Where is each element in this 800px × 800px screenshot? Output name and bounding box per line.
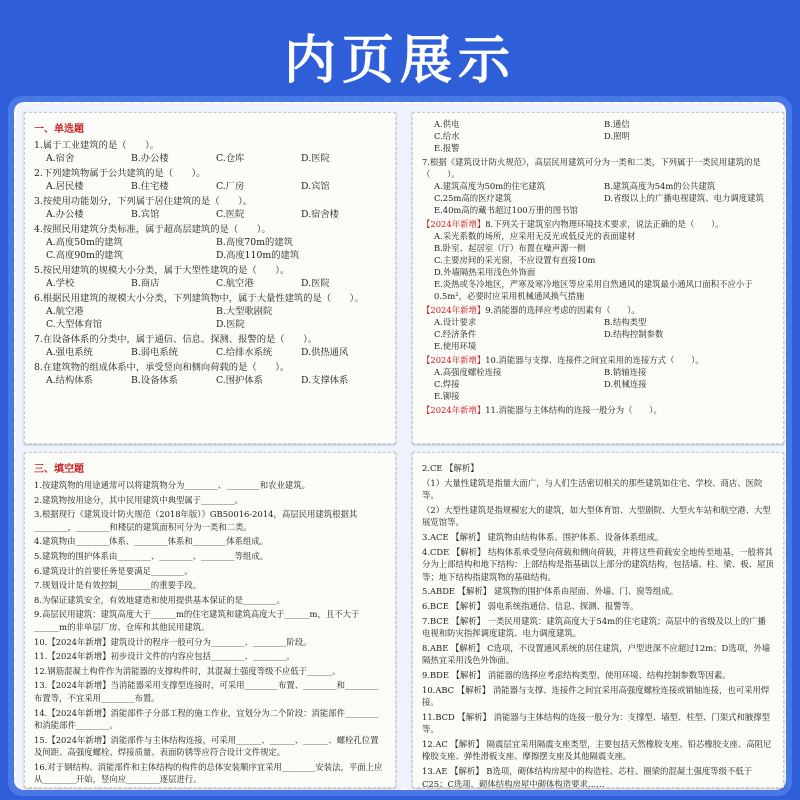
option: B.商店 <box>131 278 160 289</box>
fill-question: 7.规划设计是有效控制________的重要手段。 <box>34 580 202 591</box>
question-body: 10.消能器与支撑、连接件之间宜采用的连接方式（ ）。 <box>485 355 704 365</box>
new-tag: 【2024年新增】 <box>422 405 486 415</box>
option: D.支撑体系 <box>301 375 349 386</box>
option: D.宿舍楼 <box>301 209 339 220</box>
option: E.铆接 <box>434 391 460 401</box>
section-heading: 三、填空题 <box>34 464 84 475</box>
fill-question: 2.建筑物按用途分，其中民用建筑中典型属于________。 <box>34 494 243 505</box>
option: B.通信 <box>604 119 630 129</box>
question-list <box>24 479 396 786</box>
option-row <box>422 118 774 130</box>
option: C.焊接 <box>434 379 460 389</box>
option-row <box>422 328 774 340</box>
fill-question: 5.建筑物的围护体系由________、________、________等组成。 <box>34 550 269 561</box>
banner <box>0 0 800 100</box>
question-list <box>24 139 396 387</box>
option: C.大型体育馆 <box>46 319 103 330</box>
question-text: 3.按使用功能划分，下列属于居住建筑的是（ ）。 <box>34 196 253 207</box>
page-answers <box>412 452 784 788</box>
option: A.高度50m的建筑 <box>46 237 123 248</box>
fill-question: 11.【2024年新增】初步设计文件的内容应包括________、________。 <box>34 651 295 662</box>
option: E.40m高的藏书超过100万册的图书馆 <box>434 205 578 215</box>
option: A.建筑高度为50m的住宅建筑 <box>434 181 546 191</box>
option: C.医院 <box>216 209 245 220</box>
question-list <box>412 112 784 416</box>
option: D.外墙隔热采用浅色外饰面 <box>434 267 536 277</box>
question-text: 1.属于工业建筑的是（ ）。 <box>34 140 160 151</box>
option-row <box>34 346 386 359</box>
option: B.建筑高度为54m的公共建筑 <box>604 181 716 191</box>
fill-question: 3.根据现行《建筑设计防火规范（2018年版）》GB50016-2014，高层民用建筑根据其________，________和楼层的建筑面积可分为一类和二类。 <box>34 509 358 532</box>
option: D.医院 <box>216 319 245 330</box>
option-row <box>422 230 774 302</box>
answer-line: （1）大量性建筑是指量大面广，与人们生活密切相关的那些建筑如住宅、学校、商店、医院等。 <box>422 477 763 501</box>
question-body: 11.消能器与主体结构的连接一般分为（ ）。 <box>485 405 662 415</box>
question-text <box>422 156 774 180</box>
option-row <box>34 305 386 331</box>
option: B.办公楼 <box>131 153 169 164</box>
question-text: 8.在建筑物的组成体系中，承受竖向和侧向荷载的是（ ）。 <box>34 362 290 373</box>
preview-frame <box>8 96 792 796</box>
question-text <box>422 404 774 416</box>
option: A.学校 <box>46 278 75 289</box>
fill-question: 14.【2024年新增】消能部件子分部工程的施工作业，宜划分为二个阶段：消能部件________和消能部件________。 <box>34 707 379 731</box>
option: B.住宅楼 <box>131 181 169 192</box>
option: D.省级以上的广播电视建筑、电力调度建筑 <box>604 193 764 203</box>
option: C.经济条件 <box>434 329 477 339</box>
option-row <box>34 152 386 165</box>
option: B.结构类型 <box>604 317 647 327</box>
option-row <box>422 142 774 154</box>
option-row <box>34 208 386 221</box>
answer-line: 4.CDE 【解析】 结构体系承受竖向荷载和侧向荷载，并将这些荷载安全地传至地基，一般将其分为上部结构和地下结构：上部结构是指基础以上部分的建筑结构，包括墙、柱、梁、板、屋顶等；地下结构指建筑物的基础结构。 <box>422 546 774 582</box>
option: D.高度110m的建筑 <box>216 250 300 261</box>
page-multi-choice <box>412 112 784 444</box>
option: E.炎热或冬冷地区，严寒及寒冷地区等应采用自然通风的建筑最小通风口面积不应小于0.5m²，必要时应采用机械通风换气措施 <box>434 279 753 301</box>
banner-title: 内页展示 <box>283 31 516 91</box>
option: C.给水 <box>434 131 460 141</box>
fill-question: 9.高层民用建筑：建筑高度大于______m的住宅建筑和建筑高度大于______m，且不大于______m的非单层厂房、仓库和其他民用建筑。 <box>34 609 360 632</box>
option-row <box>422 378 774 390</box>
question-body: 7.根据《建筑设计防火规范》，高层民用建筑可分为一类和二类，下列属于一类民用建筑的是（ ）。 <box>422 157 761 179</box>
option: C.航空港 <box>216 278 254 289</box>
answer-line: 6.BCE 【解析】 弱电系统指通信、信息、探测、报警等。 <box>422 600 639 611</box>
option: E.报警 <box>434 143 460 153</box>
answer-line: 8.ABE 【解析】 C选项，不设置通风系统的居住建筑，户型进深不应超过12m；D选项，外墙隔热宜采用浅色外饰面。 <box>422 642 771 666</box>
section-heading: 一、单选题 <box>34 124 84 135</box>
fill-question: 4.建筑物由________体系、________体系和________体系组成。 <box>34 536 269 547</box>
option: C.25m高的医疗建筑 <box>434 193 512 203</box>
option-row <box>422 340 774 352</box>
answer-line: 5.ABDE 【解析】 建筑物的围护体系由屋面、外墙、门、窗等组成。 <box>422 586 679 597</box>
answer-line: 13.AE 【解析】 B选项，砌体结构房屋中的构造柱、芯柱、圈梁的混凝土强度等级不低于C25；C选项，砌体结构房屋中砌体构造要求…… <box>422 766 753 788</box>
fill-question: 15.【2024年新增】消能部件与主体结构连接，可采用______、______、______、螺栓孔位置及间距、高强度螺栓、焊接质量、表面防锈等应符合设计文件规定。 <box>34 734 379 758</box>
fill-question: 13.【2024年新增】当消能器采用支撑型连接时，可采用________布置、________和________布置等，不宜采用________布置。 <box>34 680 379 703</box>
fill-question: 16.对于钢结构、消能部件和主体结构的构件的总体安装顺序宜采用________安装法，平面上应从________开始，竖向应________逐层进行。 <box>34 761 383 785</box>
dashed-border <box>14 102 786 790</box>
option: A.航空港 <box>46 306 84 317</box>
option: C.给排水系统 <box>216 347 273 358</box>
answer-line: 9.BDE 【解析】 消能器的选择应考虑结构类型、使用环境、结构控制参数等因素。 <box>422 669 731 680</box>
option-row <box>422 180 774 192</box>
page-fill-blank <box>24 452 396 788</box>
option-row <box>422 390 774 402</box>
option-row <box>422 192 774 204</box>
option: D.照明 <box>604 131 630 141</box>
option: A.强电系统 <box>46 347 93 358</box>
option: A.宿舍 <box>46 153 75 164</box>
option: D.供热通风 <box>301 347 349 358</box>
answer-line: 11.BCD 【解析】 消能器与主体结构的连接一般分为：支撑型、墙型、柱型、门架式和腋撑型等。 <box>422 711 770 735</box>
answer-line: 3.ACE 【解析】 建筑物由结构体系、围护体系、设备体系组成。 <box>422 531 664 542</box>
option-row <box>34 180 386 193</box>
option: A.采光系数的场所，应采用无反光或低反光的表面建材 <box>434 231 636 241</box>
option-row <box>422 366 774 378</box>
option: B.弱电系统 <box>131 347 178 358</box>
question-text <box>422 354 774 366</box>
option: C.围护体系 <box>216 375 263 386</box>
option: B.大型歌剧院 <box>216 306 273 317</box>
option: D.结构控制参数 <box>604 329 664 339</box>
option-row <box>422 130 774 142</box>
option: B.高度70m的建筑 <box>216 237 293 248</box>
question-text <box>422 218 774 230</box>
fill-question: 6.建筑设计的首要任务是要满足________。 <box>34 565 193 576</box>
new-tag: 【2024年新增】 <box>422 355 486 365</box>
option: B.销轴连接 <box>604 367 647 377</box>
option: A.设计要求 <box>434 317 477 327</box>
option: B.卧室、起居室（厅）布置在噪声源一侧 <box>434 243 586 253</box>
option: B.设备体系 <box>131 375 178 386</box>
answer-line: 7.BCE 【解析】 一类民用建筑：建筑高度大于54m的住宅建筑；高层中的省级及以上的广播电视和防灾指挥调度建筑、电力调度建筑。 <box>422 615 766 639</box>
question-text: 7.在设备体系的分类中，属于通信、信息、探测、报警的是（ ）。 <box>34 334 318 345</box>
option-row <box>34 374 386 387</box>
question-text <box>422 304 774 316</box>
option: E.使用环境 <box>434 341 477 351</box>
option: A.结构体系 <box>46 375 93 386</box>
question-text: 2.下列建筑物属于公共建筑的是（ ）。 <box>34 168 206 179</box>
option: D.医院 <box>301 153 330 164</box>
question-body: 8.下列关于建筑室内物理环境技术要求，说法正确的是（ ）。 <box>485 219 724 229</box>
option-row <box>34 236 386 262</box>
option: C.仓库 <box>216 153 245 164</box>
answer-line: 12.AC 【解析】 隔震层宜采用隔震支座类型，主要包括天然橡胶支座、铅芯橡胶支座、高阻尼橡胶支座、弹性滑板支座、摩擦摆支座及其他隔震支座。 <box>422 738 772 762</box>
answer-line: （2）大型性建筑是指规模宏大的建筑，如大型体育馆、大型剧院、大型火车站和航空港、大型展览馆等。 <box>422 504 771 528</box>
option-row <box>422 316 774 328</box>
option: C.高度90m的建筑 <box>46 250 123 261</box>
new-tag: 【2024年新增】 <box>422 219 486 229</box>
option: C.主要房间的采光窗，不应设置有直接10m <box>434 255 596 265</box>
fill-question: 1.按建筑物的用途通常可以将建筑物分为________、________和农业建筑。 <box>34 480 310 490</box>
answer-line: 10.ABC 【解析】 消能器与支撑、连接件之间宜采用高强度螺栓连接或销轴连接，也可采用焊接。 <box>422 684 770 708</box>
option: A.供电 <box>434 119 460 129</box>
new-tag: 【2024年新增】 <box>422 305 486 315</box>
option-row <box>34 277 386 290</box>
option: D.宾馆 <box>301 181 330 192</box>
question-body: 9.消能器的选择应考虑的因素有（ ）。 <box>485 305 640 315</box>
question-text: 5.按民用建筑的规模大小分类，属于大型性建筑的是（ ）。 <box>34 265 290 276</box>
fill-question: 10.【2024年新增】建筑设计的程序一般可分为________、________阶段。 <box>34 636 312 647</box>
question-text: 4.按照民用建筑分类标准，属于超高层建筑的是（ ）。 <box>34 224 271 235</box>
question-text: 6.根据民用建筑的规模大小分类，下列建筑物中，属于大量性建筑的是（ ）。 <box>34 293 364 304</box>
option: A.居民楼 <box>46 181 84 192</box>
fill-question: 12.钢筋混凝土构件作为消能器的支撑构件时，其混凝土强度等级不应低于______。 <box>34 665 341 676</box>
option: D.机械连接 <box>604 379 647 389</box>
page-single-choice <box>24 112 396 444</box>
fill-question: 8.为保证建筑安全，有效地建造和使用提供基本保证的是________。 <box>34 594 285 605</box>
option: C.厂房 <box>216 181 245 192</box>
option-row <box>422 204 774 216</box>
option: A.办公楼 <box>46 209 84 220</box>
answer-line: 2.CE 【解析】 <box>422 463 479 473</box>
option: D.医院 <box>301 278 330 289</box>
option: A.高强度螺栓连接 <box>434 367 502 377</box>
answer-list <box>412 452 784 788</box>
option: B.宾馆 <box>131 209 160 220</box>
